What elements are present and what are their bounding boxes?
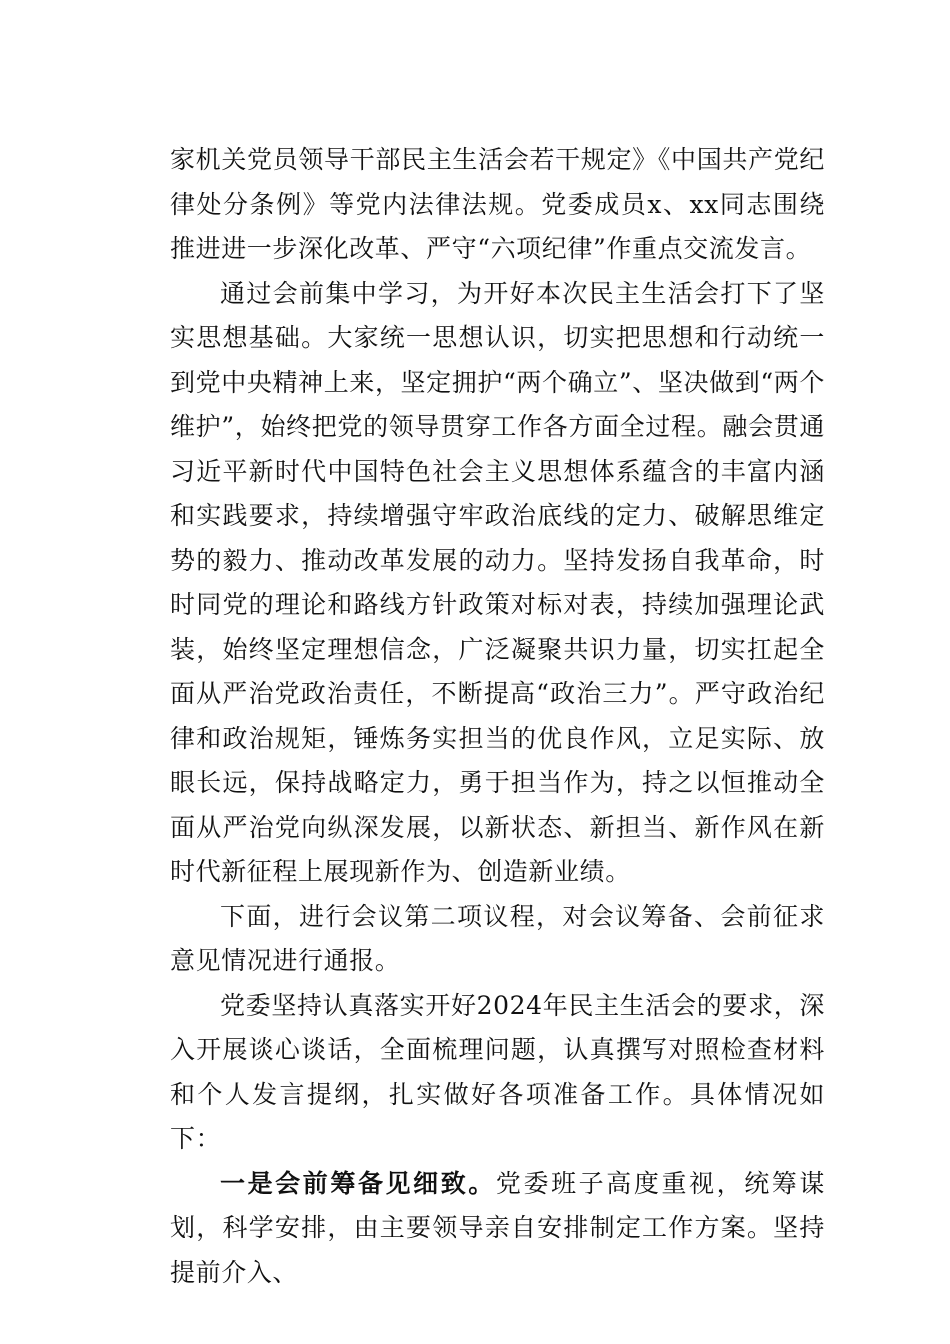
- paragraph-second-agenda: 下面，进行会议第二项议程，对会议筹备、会前征求意见情况进行通报。: [170, 901, 825, 975]
- paragraph-study-results: 通过会前集中学习，为开好本次民主生活会打下了坚实思想基础。大家统一思想认识，切实把思想和行动统一到党中央精神上来，坚定拥护“两个确立”、坚决做到“两个维护”，始终把党的领导贯穿工作各方面全过程。融会贯通习近平新时代中国特色社会主义思想体系蕴含的丰富内涵和实践要求，持续增强守牢政治底线的定力、破解思维定势的毅力、推动改革发展的动力。坚持发扬自我革命，时时同党的理论和路线方针政策对标对表，持续加强理论武装，始终坚定理想信念，广泛凝聚共识力量，切实扛起全面从严治党政治责任，不断提高“政治三力”。严守政治纪律和政治规矩，锤炼务实担当的优良作风，立足实际、放眼长远，保持战略定力，勇于担当作为，持之以恒推动全面从严治党向纵深发展，以新状态、新担当、新作风在新时代新征程上展现新作为、创造新业绩。: [170, 278, 825, 886]
- paragraph-preparation-detail: [170, 1162, 825, 1296]
- paragraph-lead-body: 党委班子高度重视，统筹谋划，科学安排，由主要领导亲自安排制定工作方案。坚持提前介入、: [170, 1168, 825, 1287]
- paragraph-lead-heading: 一是会前筹备见细致。: [220, 1168, 496, 1198]
- paragraph-regulations: 家机关党员领导干部民主生活会若干规定》《中国共产党纪律处分条例》等党内法律法规。党委成员x、xx同志围绕推进进一步深化改革、严守“六项纪律”作重点交流发言。: [170, 145, 825, 263]
- paragraph-preparation-overview: 党委坚持认真落实开好2024年民主生活会的要求，深入开展谈心谈话，全面梳理问题，认真撰写对照检查材料和个人发言提纲，扎实做好各项准备工作。具体情况如下：: [170, 990, 825, 1153]
- document-body: [170, 138, 825, 1295]
